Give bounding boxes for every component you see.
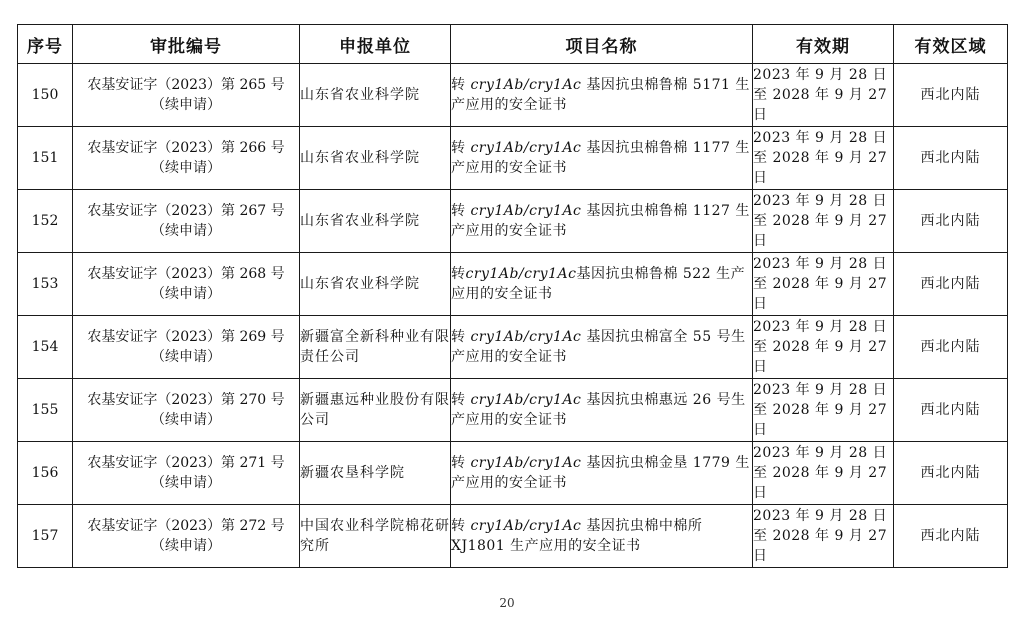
approval-code-cell	[73, 253, 300, 316]
table-row	[18, 127, 1008, 190]
serial-number-cell: 150	[18, 64, 73, 127]
renewal-note: （续申请）	[151, 160, 221, 176]
valid-region-cell: 西北内陆	[894, 442, 1008, 505]
validity-period-cell: 2023 年 9 月 28 日至 2028 年 9 月 27 日	[753, 127, 894, 190]
gene-name: cry1Ab/cry1Ac	[470, 518, 582, 534]
applicant-unit-cell: 新疆农垦科学院	[300, 442, 451, 505]
header-approval-code: 审批编号	[73, 25, 300, 64]
project-suffix: 基因抗虫棉中棉所 XJ1801 生产应用的安全证书	[451, 518, 703, 554]
validity-period-cell: 2023 年 9 月 28 日至 2028 年 9 月 27 日	[753, 442, 894, 505]
header-valid-region: 有效区域	[894, 25, 1008, 64]
table-row	[18, 316, 1008, 379]
approval-code: 农基安证字（2023）第 269 号	[87, 329, 285, 345]
valid-region-cell: 西北内陆	[894, 253, 1008, 316]
gene-name: cry1Ab/cry1Ac	[470, 392, 582, 408]
applicant-unit-cell: 新疆惠远种业股份有限公司	[300, 379, 451, 442]
applicant-unit-cell: 山东省农业科学院	[300, 190, 451, 253]
header-applicant-unit: 申报单位	[300, 25, 451, 64]
table-row	[18, 190, 1008, 253]
project-suffix: 基因抗虫棉富全 55 号生产应用的安全证书	[451, 329, 746, 365]
approval-code: 农基安证字（2023）第 265 号	[87, 77, 285, 93]
gene-name: cry1Ab/cry1Ac	[470, 455, 582, 471]
project-prefix: 转	[451, 518, 471, 534]
serial-number-cell: 154	[18, 316, 73, 379]
header-project-name: 项目名称	[451, 25, 753, 64]
table-row	[18, 253, 1008, 316]
renewal-note: （续申请）	[151, 223, 221, 239]
applicant-unit-cell: 新疆富全新科种业有限责任公司	[300, 316, 451, 379]
renewal-note: （续申请）	[151, 475, 221, 491]
approval-code-cell	[73, 505, 300, 568]
validity-period-cell: 2023 年 9 月 28 日至 2028 年 9 月 27 日	[753, 253, 894, 316]
approval-code-cell	[73, 190, 300, 253]
project-suffix: 基因抗虫棉鲁棉 522 生产应用的安全证书	[451, 266, 746, 302]
serial-number-cell: 155	[18, 379, 73, 442]
header-serial-number: 序号	[18, 25, 73, 64]
applicant-unit-cell: 山东省农业科学院	[300, 64, 451, 127]
approval-code: 农基安证字（2023）第 271 号	[87, 455, 285, 471]
page-number: 20	[499, 596, 515, 610]
table-row	[18, 64, 1008, 127]
gene-name: cry1Ab/cry1Ac	[470, 203, 582, 219]
table-header-row	[18, 25, 1008, 64]
serial-number-cell: 152	[18, 190, 73, 253]
gene-name: cry1Ab/cry1Ac	[470, 329, 582, 345]
header-validity-period: 有效期	[753, 25, 894, 64]
project-name-cell	[451, 316, 753, 379]
approval-code-cell	[73, 442, 300, 505]
approval-code: 农基安证字（2023）第 270 号	[87, 392, 285, 408]
validity-period-cell: 2023 年 9 月 28 日至 2028 年 9 月 27 日	[753, 379, 894, 442]
renewal-note: （续申请）	[151, 97, 221, 113]
table-row	[18, 379, 1008, 442]
project-prefix: 转	[451, 140, 471, 156]
renewal-note: （续申请）	[151, 538, 221, 554]
approval-code-cell	[73, 127, 300, 190]
project-suffix: 基因抗虫棉鲁棉 1127 生产应用的安全证书	[451, 203, 750, 239]
valid-region-cell: 西北内陆	[894, 316, 1008, 379]
gene-name: cry1Ab/cry1Ac	[465, 266, 577, 282]
project-name-cell	[451, 505, 753, 568]
project-name-cell	[451, 253, 753, 316]
approval-code-cell	[73, 64, 300, 127]
approval-code: 农基安证字（2023）第 268 号	[87, 266, 285, 282]
valid-region-cell: 西北内陆	[894, 190, 1008, 253]
table-row	[18, 505, 1008, 568]
project-suffix: 基因抗虫棉鲁棉 5171 生产应用的安全证书	[451, 77, 750, 113]
table-row	[18, 442, 1008, 505]
approval-code-cell	[73, 316, 300, 379]
project-name-cell	[451, 127, 753, 190]
project-name-cell	[451, 190, 753, 253]
approval-code: 农基安证字（2023）第 266 号	[87, 140, 285, 156]
gene-name: cry1Ab/cry1Ac	[470, 77, 582, 93]
applicant-unit-cell: 山东省农业科学院	[300, 253, 451, 316]
validity-period-cell: 2023 年 9 月 28 日至 2028 年 9 月 27 日	[753, 505, 894, 568]
project-suffix: 基因抗虫棉惠远 26 号生产应用的安全证书	[451, 392, 746, 428]
project-name-cell	[451, 379, 753, 442]
applicant-unit-cell: 山东省农业科学院	[300, 127, 451, 190]
renewal-note: （续申请）	[151, 349, 221, 365]
valid-region-cell: 西北内陆	[894, 64, 1008, 127]
project-name-cell	[451, 442, 753, 505]
project-prefix: 转	[451, 77, 471, 93]
project-prefix: 转	[451, 455, 471, 471]
gene-name: cry1Ab/cry1Ac	[470, 140, 582, 156]
applicant-unit-cell: 中国农业科学院棉花研究所	[300, 505, 451, 568]
serial-number-cell: 156	[18, 442, 73, 505]
validity-period-cell: 2023 年 9 月 28 日至 2028 年 9 月 27 日	[753, 316, 894, 379]
project-prefix: 转	[451, 329, 471, 345]
project-prefix: 转	[451, 392, 471, 408]
project-prefix: 转	[451, 266, 466, 282]
approval-code-cell	[73, 379, 300, 442]
serial-number-cell: 151	[18, 127, 73, 190]
approval-table	[17, 24, 1008, 568]
approval-code: 农基安证字（2023）第 267 号	[87, 203, 285, 219]
project-suffix: 基因抗虫棉金垦 1779 生产应用的安全证书	[451, 455, 750, 491]
approval-code: 农基安证字（2023）第 272 号	[87, 518, 285, 534]
renewal-note: （续申请）	[151, 286, 221, 302]
validity-period-cell: 2023 年 9 月 28 日至 2028 年 9 月 27 日	[753, 190, 894, 253]
project-suffix: 基因抗虫棉鲁棉 1177 生产应用的安全证书	[451, 140, 750, 176]
project-name-cell	[451, 64, 753, 127]
renewal-note: （续申请）	[151, 412, 221, 428]
valid-region-cell: 西北内陆	[894, 127, 1008, 190]
serial-number-cell: 157	[18, 505, 73, 568]
validity-period-cell: 2023 年 9 月 28 日至 2028 年 9 月 27 日	[753, 64, 894, 127]
valid-region-cell: 西北内陆	[894, 505, 1008, 568]
project-prefix: 转	[451, 203, 471, 219]
valid-region-cell: 西北内陆	[894, 379, 1008, 442]
serial-number-cell: 153	[18, 253, 73, 316]
